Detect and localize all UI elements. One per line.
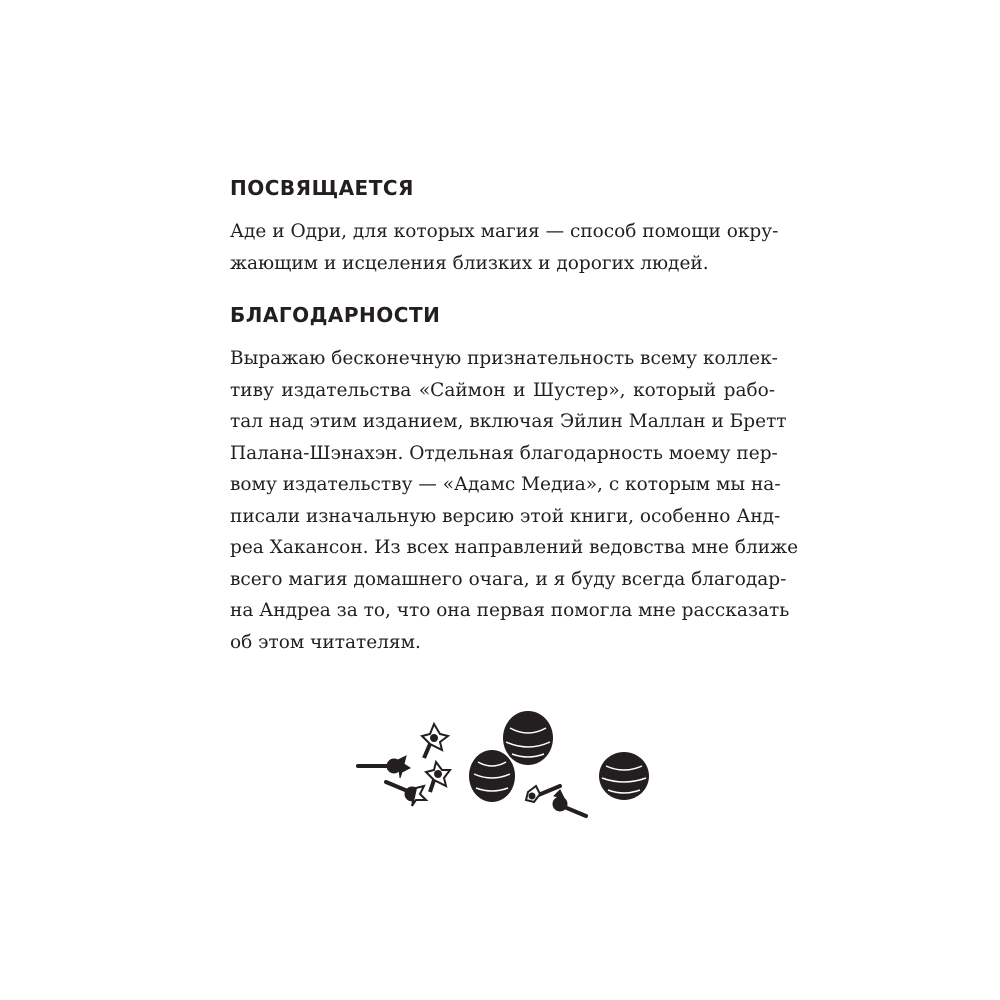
dedication-paragraph [230,216,779,279]
acknowledgements-line: вому издательству — «Адамс Медиа», с которым мы на- [230,474,781,495]
acknowledgements-line: тиву издательства «Саймон и Шустер», который рабо- [230,379,775,401]
clove-icon [553,790,586,816]
clove-icon [358,756,410,778]
acknowledgements-line: об этом читателям. [230,631,421,653]
nutmeg-icon [469,750,515,802]
nutmeg-icon [503,711,553,765]
acknowledgements-line: реа Хакансон. Из всех направлений ведовства мне ближе [230,537,799,558]
acknowledgements-paragraph [230,343,799,658]
acknowledgements-line: Палана-Шэнахэн. Отдельная благодарность моему пер- [230,442,778,464]
dedication-line: Аде и Одри, для которых магия — способ помощи окру- [230,221,779,242]
page-text [230,166,799,658]
acknowledgements-heading: БЛАГОДАРНОСТИ [230,303,441,327]
acknowledgements-line: на Андреа за то, что она первая помогла мне рассказать [230,600,790,621]
acknowledgements-line: Выражаю бесконечную признательность всему коллек- [230,348,778,369]
clove-icon [422,724,448,758]
cloves-nutmeg-ornament-icon [350,700,670,840]
dedication-heading: ПОСВЯЩАЕТСЯ [230,176,414,200]
dedication-line: жающим и исцеления близких и дорогих людей. [230,252,709,274]
clove-icon [426,762,450,792]
clove-icon [386,782,426,806]
nutmeg-icon [599,752,649,800]
acknowledgements-line: всего магия домашнего очага, и я буду всегда благодар- [230,568,787,590]
acknowledgements-line: тал над этим изданием, включая Эйлин Маллан и Бретт [230,411,787,432]
acknowledgements-line: писали изначальную версию этой книги, особенно Анд- [230,505,781,527]
